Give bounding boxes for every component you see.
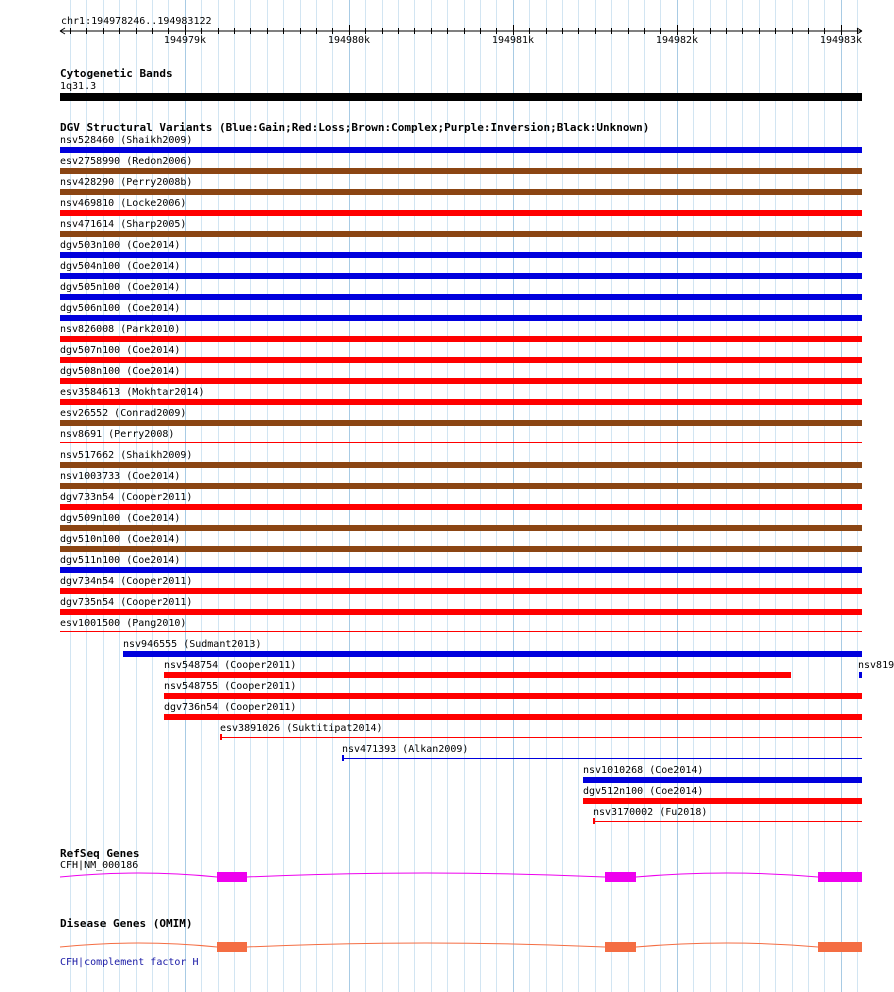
variant-bar[interactable] bbox=[583, 777, 862, 783]
variant-label[interactable]: dgv735n54 (Cooper2011) bbox=[60, 597, 193, 608]
variant-bar[interactable] bbox=[60, 294, 862, 300]
variant-bar[interactable] bbox=[60, 483, 862, 489]
variant-bar[interactable] bbox=[60, 147, 862, 153]
variant-label[interactable]: dgv512n100 (Coe2014) bbox=[583, 786, 704, 797]
gene-exon bbox=[818, 942, 862, 952]
variant-label[interactable]: dgv506n100 (Coe2014) bbox=[60, 303, 181, 314]
gene-exon bbox=[605, 942, 636, 952]
variant-label[interactable]: esv1001500 (Pang2010) bbox=[60, 618, 187, 629]
variant-bar[interactable] bbox=[60, 168, 862, 174]
variant-label[interactable]: dgv504n100 (Coe2014) bbox=[60, 261, 181, 272]
omim-gene-cfh[interactable] bbox=[0, 936, 890, 956]
variant-bar[interactable] bbox=[60, 273, 862, 279]
variant-label[interactable]: dgv510n100 (Coe2014) bbox=[60, 534, 181, 545]
variant-bar[interactable] bbox=[60, 504, 862, 510]
variant-label[interactable]: esv26552 (Conrad2009) bbox=[60, 408, 187, 419]
variant-bar[interactable] bbox=[60, 609, 862, 615]
variant-bar[interactable] bbox=[60, 631, 862, 632]
variant-label[interactable]: nsv528460 (Shaikh2009) bbox=[60, 135, 193, 146]
variant-bar[interactable] bbox=[60, 567, 862, 573]
variant-label[interactable]: dgv505n100 (Coe2014) bbox=[60, 282, 181, 293]
variant-bar[interactable] bbox=[583, 798, 862, 804]
variant-bar[interactable] bbox=[60, 210, 862, 216]
track-title-refseq: RefSeq Genes bbox=[60, 847, 140, 860]
variant-label[interactable]: esv3891026 (Suktitipat2014) bbox=[220, 723, 383, 734]
variant-label[interactable]: dgv503n100 (Coe2014) bbox=[60, 240, 181, 251]
variant-bar[interactable] bbox=[60, 231, 862, 237]
variant-bar-cap bbox=[342, 755, 344, 761]
variant-label[interactable]: dgv507n100 (Coe2014) bbox=[60, 345, 181, 356]
variant-label[interactable]: dgv733n54 (Cooper2011) bbox=[60, 492, 193, 503]
variant-bar[interactable] bbox=[60, 420, 862, 426]
variant-bar[interactable] bbox=[60, 336, 862, 342]
variant-bar[interactable] bbox=[60, 315, 862, 321]
ruler-tick-label: 194983k bbox=[819, 35, 863, 46]
variant-label[interactable]: esv3584613 (Mokhtar2014) bbox=[60, 387, 205, 398]
gene-intron bbox=[60, 943, 818, 947]
variant-bar[interactable] bbox=[164, 693, 862, 699]
variant-label[interactable]: nsv471614 (Sharp2005) bbox=[60, 219, 187, 230]
variant-bar[interactable] bbox=[164, 714, 862, 720]
variant-label[interactable]: dgv734n54 (Cooper2011) bbox=[60, 576, 193, 587]
variant-label[interactable]: dgv511n100 (Coe2014) bbox=[60, 555, 181, 566]
variant-bar-cap bbox=[220, 734, 222, 740]
ruler-range-label: chr1:194978246..194983122 bbox=[61, 16, 212, 27]
variant-label[interactable]: nsv517662 (Shaikh2009) bbox=[60, 450, 193, 461]
track-title-omim: Disease Genes (OMIM) bbox=[60, 917, 193, 930]
refseq-gene-label[interactable]: CFH|NM_000186 bbox=[60, 860, 139, 871]
variant-bar[interactable] bbox=[123, 651, 862, 657]
variant-bar-cap bbox=[593, 818, 595, 824]
variant-bar[interactable] bbox=[220, 737, 862, 738]
gene-exon bbox=[605, 872, 636, 882]
variant-label[interactable]: nsv428290 (Perry2008b) bbox=[60, 177, 193, 188]
variant-label[interactable]: nsv8691 (Perry2008) bbox=[60, 429, 175, 440]
variant-label[interactable]: nsv471393 (Alkan2009) bbox=[342, 744, 469, 755]
track-title-cytoband: Cytogenetic Bands bbox=[60, 67, 173, 80]
variant-label[interactable]: dgv736n54 (Cooper2011) bbox=[164, 702, 297, 713]
variant-bar[interactable] bbox=[593, 821, 862, 822]
variant-bar[interactable] bbox=[859, 672, 862, 678]
variant-bar[interactable] bbox=[60, 442, 862, 443]
variant-bar[interactable] bbox=[60, 525, 862, 531]
variant-label[interactable]: dgv509n100 (Coe2014) bbox=[60, 513, 181, 524]
cytoband-bar[interactable] bbox=[60, 93, 862, 101]
variant-bar[interactable] bbox=[164, 672, 791, 678]
gene-exon bbox=[217, 872, 247, 882]
ruler-line bbox=[60, 28, 862, 34]
variant-label[interactable]: nsv1010268 (Coe2014) bbox=[583, 765, 704, 776]
ruler-axis bbox=[0, 25, 890, 55]
variant-label[interactable]: nsv819 bbox=[858, 660, 894, 671]
variant-label[interactable]: nsv3170002 (Fu2018) bbox=[593, 807, 708, 818]
variant-bar[interactable] bbox=[60, 462, 862, 468]
variant-bar[interactable] bbox=[342, 758, 862, 759]
variant-label[interactable]: nsv1003733 (Coe2014) bbox=[60, 471, 181, 482]
omim-gene-label[interactable]: CFH|complement factor H bbox=[60, 957, 199, 968]
cytoband-label[interactable]: 1q31.3 bbox=[60, 81, 97, 92]
variant-bar[interactable] bbox=[60, 252, 862, 258]
ruler-tick-label: 194980k bbox=[327, 35, 371, 46]
variant-bar[interactable] bbox=[60, 189, 862, 195]
variant-label[interactable]: nsv826008 (Park2010) bbox=[60, 324, 181, 335]
gene-exon bbox=[217, 942, 247, 952]
gene-exon bbox=[818, 872, 862, 882]
variant-label[interactable]: nsv946555 (Sudmant2013) bbox=[123, 639, 262, 650]
variant-bar[interactable] bbox=[60, 399, 862, 405]
variant-bar[interactable] bbox=[60, 378, 862, 384]
track-title-dgv: DGV Structural Variants (Blue:Gain;Red:Loss;Brown:Complex;Purple:Inversion;Black:Unknown) bbox=[60, 121, 650, 134]
gene-intron bbox=[60, 873, 818, 877]
variant-bar[interactable] bbox=[60, 588, 862, 594]
variant-bar[interactable] bbox=[60, 357, 862, 363]
variant-label[interactable]: esv2758990 (Redon2006) bbox=[60, 156, 193, 167]
refseq-gene-cfh[interactable] bbox=[0, 866, 890, 886]
variant-label[interactable]: nsv548755 (Cooper2011) bbox=[164, 681, 297, 692]
variant-label[interactable]: nsv548754 (Cooper2011) bbox=[164, 660, 297, 671]
variant-label[interactable]: nsv469810 (Locke2006) bbox=[60, 198, 187, 209]
variant-bar[interactable] bbox=[60, 546, 862, 552]
variant-label[interactable]: dgv508n100 (Coe2014) bbox=[60, 366, 181, 377]
ruler-tick-label: 194981k bbox=[491, 35, 535, 46]
ruler-tick-label: 194982k bbox=[655, 35, 699, 46]
ruler-tick-label: 194979k bbox=[163, 35, 207, 46]
